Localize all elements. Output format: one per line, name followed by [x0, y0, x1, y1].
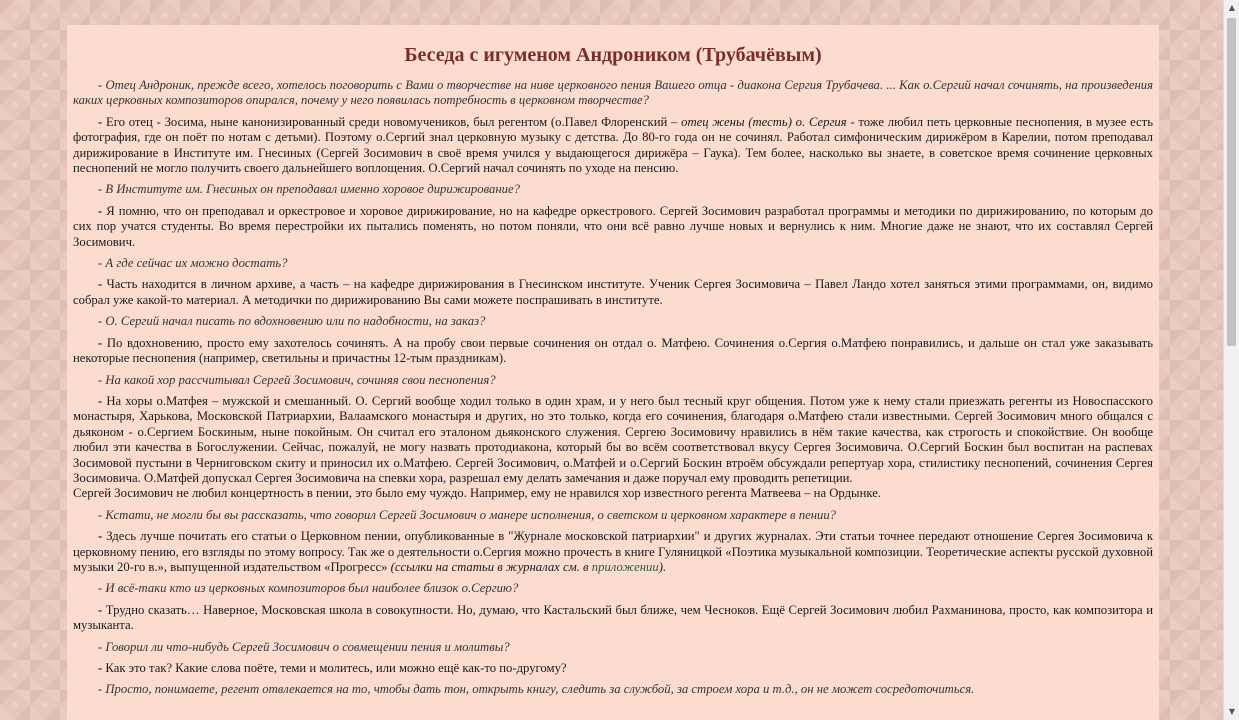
answer-6	[73, 529, 1153, 575]
answer-text: На хоры о.Матфея – мужской и смешанный. О. Сергий вообще ходил только в один храм, и у него был тесный круг общения. Потом уже к нему стали приезжать регенты из Новоспасского монастыря, Харькова, Московской Патриархии, Валаамского монастыря и других, но это только, когда его сочинения, благодаря о.Матфею стали известными. Сергей Зосимович много общался с дьяконом - о.Сергием Боскиным, ныне покойным. Он считал его эталоном дьяконского служения. Сергею Зосимовичу нравились в нём такие качества, как строгость и спокойствие. Он вообще любил эти качества в Богослужении. Сейчас, пожалуй, не могу назвать протодиакона, который бы во всём соответствовал вкусу Сергея Зосимовича. О.Сергий Боскин был воспитан на распевах Зосимовой пустыни в Черниговском скиту и приносил их о.Матфею. Сергей Зосимович, о.Матфей и о.Сергий Боскин втроём обсуждали репертуар хора, стилистику песнопений, сочинения Сергея Зосимовича. О.Матфей допускал Сергея Зосимовича на спевки хора, разрешал ему делать замечания и даже поручал ему проводить репетиции.	[73, 393, 1153, 485]
appendix-link[interactable]: приложении	[591, 559, 659, 574]
answer-text: Часть находится в личном архиве, а часть – на кафедре дирижирования в Гнесинском институте. Ученик Сергея Зосимовича – Павел Ландо хотел заняться этими программами, он, видимо собрал уже какой-то материал. А методички по дирижированию Вы сами можете поспрашивать в институте.	[73, 277, 1153, 307]
italic-note-text: (ссылки на статьи в журналах см. в	[390, 559, 592, 574]
answer-5-continuation: Сергей Зосимович не любил концертность в пении, это было ему чуждо. Например, ему не нравился хор известного регента Матвеева – на Ордынке.	[73, 486, 882, 501]
answer-text: Как это так? Какие слова поёте, теми и молитесь, или можно ещё как-то по-другому?	[102, 661, 567, 675]
answer-dash: -	[98, 393, 103, 408]
answer-text: По вдохновению, просто ему захотелось сочинять. А на пробу свои первые сочинения он отдал о. Матфею. Сочинения о.Сергия о.Матфею понравились, и дальше он стал уже заказывать некоторые песнопения (например, светильны и причастны 12-тым праздникам).	[73, 335, 1153, 366]
answer-1	[73, 115, 1153, 177]
question-8: - Говорил ли что-нибудь Сергей Зосимович о совмещении пения и молитвы?	[98, 639, 510, 654]
answer-4	[73, 336, 1153, 367]
page-title: Беседа с игуменом Андроником (Трубачёвым)	[404, 44, 822, 66]
question-6: - Кстати, не могли бы вы рассказать, что говорил Сергей Зосимович о манере исполнения, о светском и церковном характере в пении?	[98, 507, 837, 522]
question-9: - Просто, понимаете, регент отвлекается на то, чтобы дать тон, открыть книгу, следить за службой, за строем хора и т.д., он не может сосредоточиться.	[98, 682, 975, 697]
question-5: - На какой хор рассчитывал Сергей Зосимович, сочиняя свои песнопения?	[98, 372, 496, 387]
answer-dash: -	[98, 114, 103, 129]
question-7: - И всё-таки кто из церковных композиторов был наиболее близок о.Сергию?	[98, 581, 519, 596]
answer-italic-note	[391, 560, 667, 574]
scroll-down-icon[interactable]: ▼	[1228, 707, 1236, 716]
answer-dash: -	[98, 529, 103, 544]
scroll-thumb[interactable]	[1227, 18, 1236, 346]
answer-italic-note: отец жены (тесть) о. Сергия	[681, 114, 847, 129]
answer-text: Трудно сказать… Наверное, Московская школа в совокупности. Но, думаю, что Кастальский был ближе, чем Чесноков. Ещё Сергей Зосимович любил Рахманинова, просто, как композитора и музыканта.	[73, 602, 1153, 633]
question-3: - А где сейчас их можно достать?	[98, 256, 288, 271]
answer-7	[73, 603, 1153, 634]
answer-dash: -	[98, 661, 103, 675]
answer-text: Здесь лучше почитать его статьи о Церковном пении, опубликованные в "Журнале московской патриархии" и других журналах. Эти статьи точнее передают отношение Сергея Зосимовича к церковному пению, его взгляды по этому вопросу. Так же о деятельности о.Сергия можно прочесть в книге Гуляницкой «Поэтика музыкальной композиции. Теоретические аспекты русской духовной музыки 20-го в.», выпущенной издательством «Прогресс»	[73, 529, 1153, 574]
question-1: - Отец Андроник, прежде всего, хотелось поговорить с Вами о творчестве на ниве церковного пения Вашего отца - диакона Сергия Трубачева. ... Как о.Сергий начал сочинять, на произведения каких церковных композиторов опирался, почему у него появилась потребность в церковном творчестве?	[73, 78, 1153, 108]
answer-2	[73, 204, 1153, 250]
vertical-scrollbar[interactable]	[1223, 0, 1239, 720]
answer-dash: -	[98, 602, 103, 617]
italic-note-end: ).	[658, 559, 667, 574]
answer-8	[73, 661, 1153, 676]
question-4: - О. Сергий начал писать по вдохновению или по надобности, на заказ?	[98, 314, 486, 329]
answer-text: Я помню, что он преподавал и оркестровое и хоровое дирижирование, но на кафедре оркестрового. Сергей Зосимович разработал программы и методики по дирижированию, по которым до сих пор учатся студенты. Во время перестройки их пытались поменять, но потом поняли, что они всё равно лучше новых и вернулись к ним. Многие даже не знают, что их составлял Сергей Зосимович.	[73, 203, 1153, 249]
scroll-up-icon[interactable]: ▲	[1228, 3, 1236, 12]
answer-5	[73, 394, 1153, 486]
answer-dash: -	[98, 203, 103, 218]
answer-3	[73, 277, 1153, 308]
article-container	[67, 25, 1159, 720]
answer-dash: -	[98, 335, 103, 350]
answer-text: Его отец - Зосима, ныне канонизированный среди новомучеников, был регентом (о.Павел Флоренский –	[102, 114, 682, 129]
question-2: - В Институте им. Гнесиных он преподавал именно хоровое дирижирование?	[98, 182, 520, 197]
answer-dash: -	[98, 277, 103, 292]
answer-text: - тоже любил петь церковные песнопения, в музее есть фотография, где он поёт по нотам с детьми). Поэтому о.Сергий знал церковную музыку с детства. До 80-го года он не сочинял. Работал симфоническим дирижёром в Карелии, потом преподавал дирижирование в Институте им. Гнесиных (Сергей Зосимович в своё время учился у выдающегося дирижёра – Гаука). Тем более, насколько вы знаете, в советское время сочинение церковных песнопений не могло получить своего дальнейшего воплощения. О.Сергий начал сочинять по уходе на пенсию.	[73, 114, 1153, 176]
